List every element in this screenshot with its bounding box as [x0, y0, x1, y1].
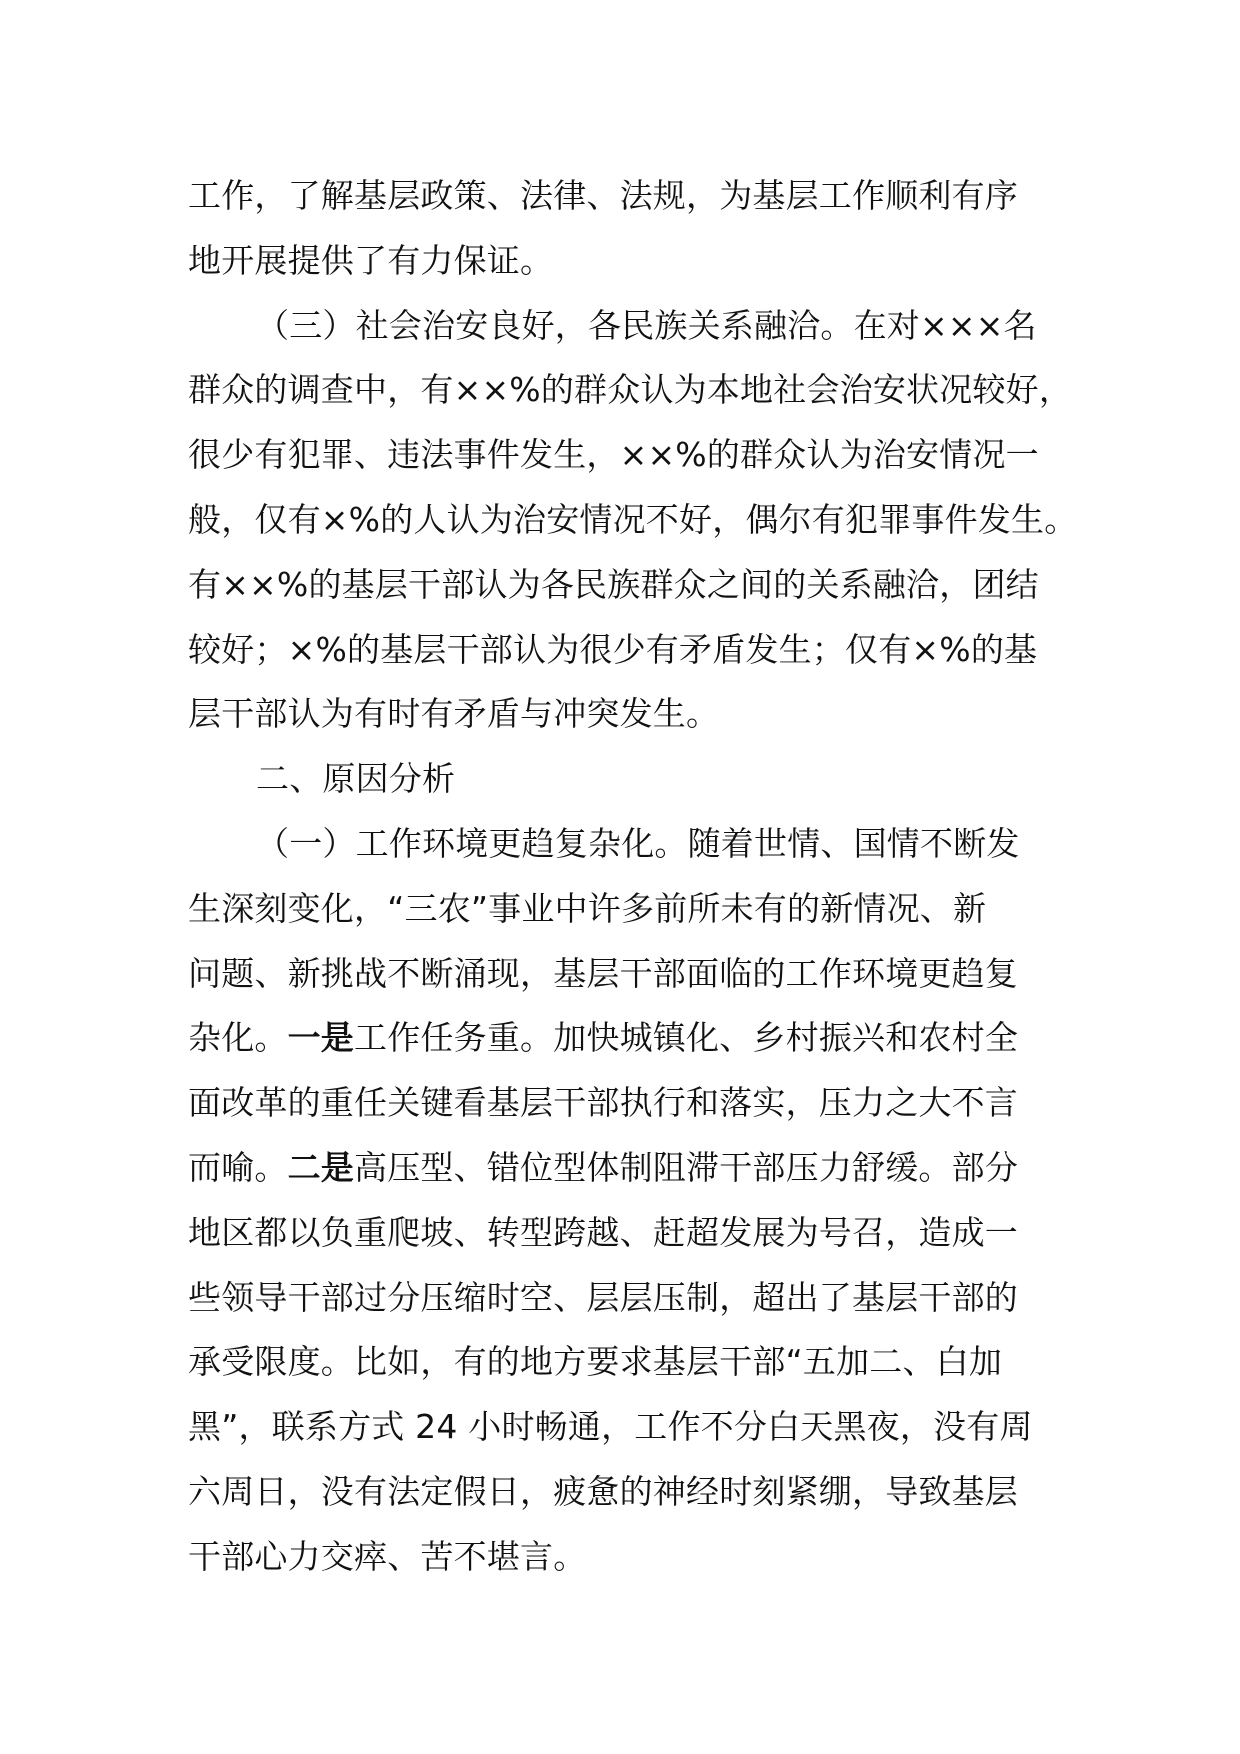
text-segment: 生深刻变化，“三农”事业中许多前所未有的新情况、新	[188, 888, 987, 928]
text-line	[188, 1525, 1088, 1590]
text-segment: 高压型、错位型体制阻滞干部压力舒缓。部分	[354, 1147, 1019, 1187]
text-line	[188, 423, 1088, 488]
body-text	[188, 164, 1088, 1590]
text-segment: 干部心力交瘁、苦不堪言。	[188, 1536, 587, 1576]
text-segment: 较好；×%的基层干部认为很少有矛盾发生；仅有×%的基	[188, 629, 1038, 669]
text-segment: 地区都以负重爬坡、转型跨越、赶超发展为号召，造成一	[188, 1212, 1018, 1252]
text-segment: 面改革的重任关键看基层干部执行和落实，压力之大不言	[188, 1083, 1018, 1123]
text-line	[188, 164, 1088, 229]
text-segment: 些领导干部过分压缩时空、层层压制，超出了基层干部的	[188, 1277, 1018, 1317]
text-line	[188, 1006, 1088, 1071]
text-segment: （一）工作环境更趋复杂化。随着世情、国情不断发	[256, 823, 1020, 863]
text-segment: 黑”，联系方式 24 小时畅通，工作不分白天黑夜，没有周	[188, 1407, 1033, 1447]
text-segment: 而喻。	[188, 1147, 288, 1187]
text-line	[188, 1201, 1088, 1266]
text-segment: 问题、新挑战不断涌现，基层干部面临的工作环境更趋复	[188, 953, 1018, 993]
text-line	[188, 1136, 1088, 1201]
text-line	[188, 747, 1088, 812]
text-line	[188, 618, 1088, 683]
text-line	[188, 1071, 1088, 1136]
text-line	[188, 682, 1088, 747]
text-segment: 六周日，没有法定假日，疲惫的神经时刻紧绷，导致基层	[188, 1471, 1018, 1511]
text-segment: 工作任务重。加快城镇化、乡村振兴和农村全	[354, 1018, 1019, 1058]
text-line	[188, 488, 1088, 553]
text-segment: （三）社会治安良好，各民族关系融洽。在对×××名	[256, 305, 1037, 345]
text-line	[188, 1395, 1088, 1460]
text-line	[188, 942, 1088, 1007]
emphasis-text: 二是	[287, 1147, 355, 1187]
text-line	[188, 1330, 1088, 1395]
text-line	[188, 553, 1088, 618]
text-segment: 地开展提供了有力保证。	[188, 240, 554, 280]
text-segment: 承受限度。比如，有的地方要求基层干部“五加二、白加	[188, 1342, 1003, 1382]
text-segment: 二、原因分析	[256, 759, 456, 799]
text-line	[188, 358, 1088, 423]
text-segment: 群众的调查中，有××%的群众认为本地社会治安状况较好，	[188, 370, 1073, 410]
text-segment: 工作，了解基层政策、法律、法规，为基层工作顺利有序	[188, 176, 1018, 215]
text-line	[188, 294, 1088, 359]
text-line	[188, 812, 1088, 877]
text-segment: 有××%的基层干部认为各民族群众之间的关系融洽，团结	[188, 564, 1039, 604]
text-segment: 层干部认为有时有矛盾与冲突发生。	[188, 694, 720, 734]
text-segment: 杂化。	[188, 1018, 288, 1058]
text-line	[188, 229, 1088, 294]
text-line	[188, 877, 1088, 942]
text-line	[188, 1460, 1088, 1525]
emphasis-text: 一是	[287, 1018, 355, 1058]
text-line	[188, 1266, 1088, 1331]
text-segment: 般，仅有×%的人认为治安情况不好，偶尔有犯罪事件发生。	[188, 499, 1078, 539]
text-segment: 很少有犯罪、违法事件发生，××%的群众认为治安情况一	[188, 435, 1039, 475]
